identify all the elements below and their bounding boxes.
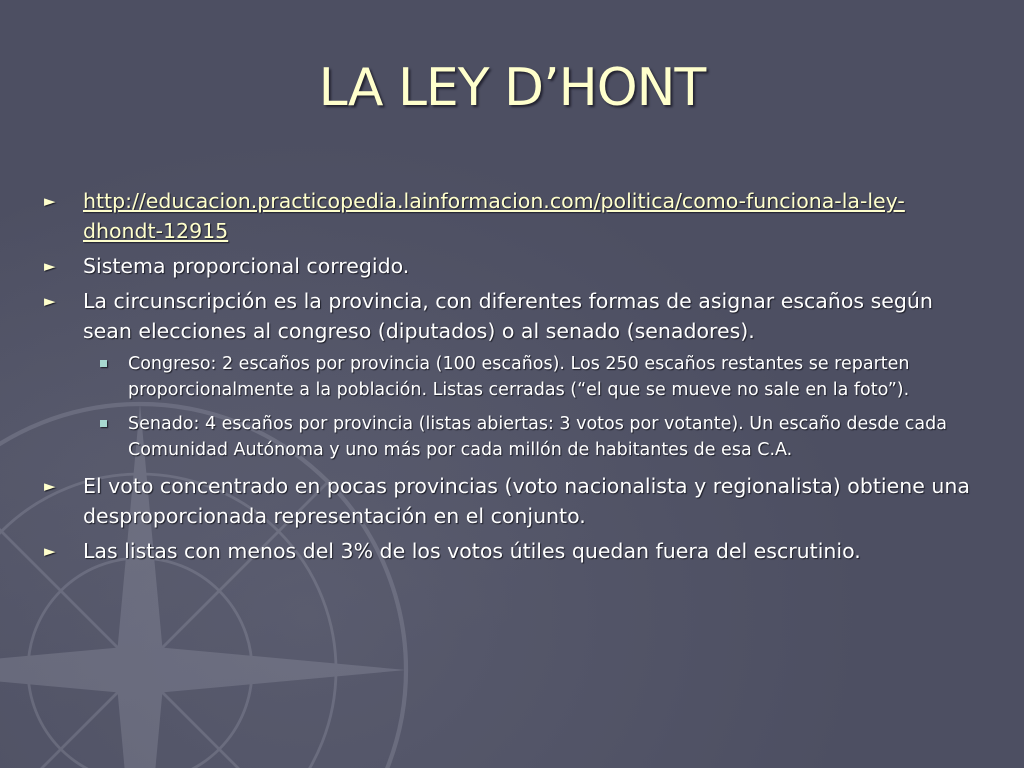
bullet-arrow-icon: ► [44,257,56,275]
sub-bullet-text: Senado: 4 escaños por provincia (listas abiertas: 3 votos por votante). Un escaño desde cada Comunidad Autónoma y uno más por cada millón de habitantes de esa C.A. [128,414,947,460]
bullet-item [44,536,974,566]
bullet-link-item [44,186,974,246]
square-bullet-icon [100,360,107,367]
square-bullet-icon [100,420,107,427]
sub-bullet-item [83,351,974,403]
bullet-text: La circunscripción es la provincia, con diferentes formas de asignar escaños según sean elecciones al congreso (diputados) o al senado (senadores). [83,289,933,343]
bullet-arrow-icon: ► [44,477,56,495]
bullet-arrow-icon: ► [44,192,56,210]
bullet-arrow-icon: ► [44,542,56,560]
sub-bullet-list [44,351,974,463]
sub-bullet-text: Congreso: 2 escaños por provincia (100 escaños). Los 250 escaños restantes se reparten proporcionalmente a la población. Listas cerradas (“el que se mueve no sale en la foto”). [128,354,910,400]
bullet-text: Las listas con menos del 3% de los votos útiles quedan fuera del escrutinio. [83,539,861,563]
reference-link[interactable]: http://educacion.practicopedia.lainformacion.com/politica/como-funciona-la-ley-dhondt-12915 [83,189,905,243]
bullet-list [44,186,974,571]
sub-bullet-item [83,411,974,463]
bullet-arrow-icon: ► [44,292,56,310]
slide-title: LA LEY D’HONT [318,58,706,118]
bullet-text: El voto concentrado en pocas provincias (voto nacionalista y regionalista) obtiene una desproporcionada representación en el conjunto. [83,474,970,528]
bullet-item [44,471,974,531]
bullet-item [44,286,974,346]
bullet-item [44,251,974,281]
bullet-text: Sistema proporcional corregido. [83,254,410,278]
